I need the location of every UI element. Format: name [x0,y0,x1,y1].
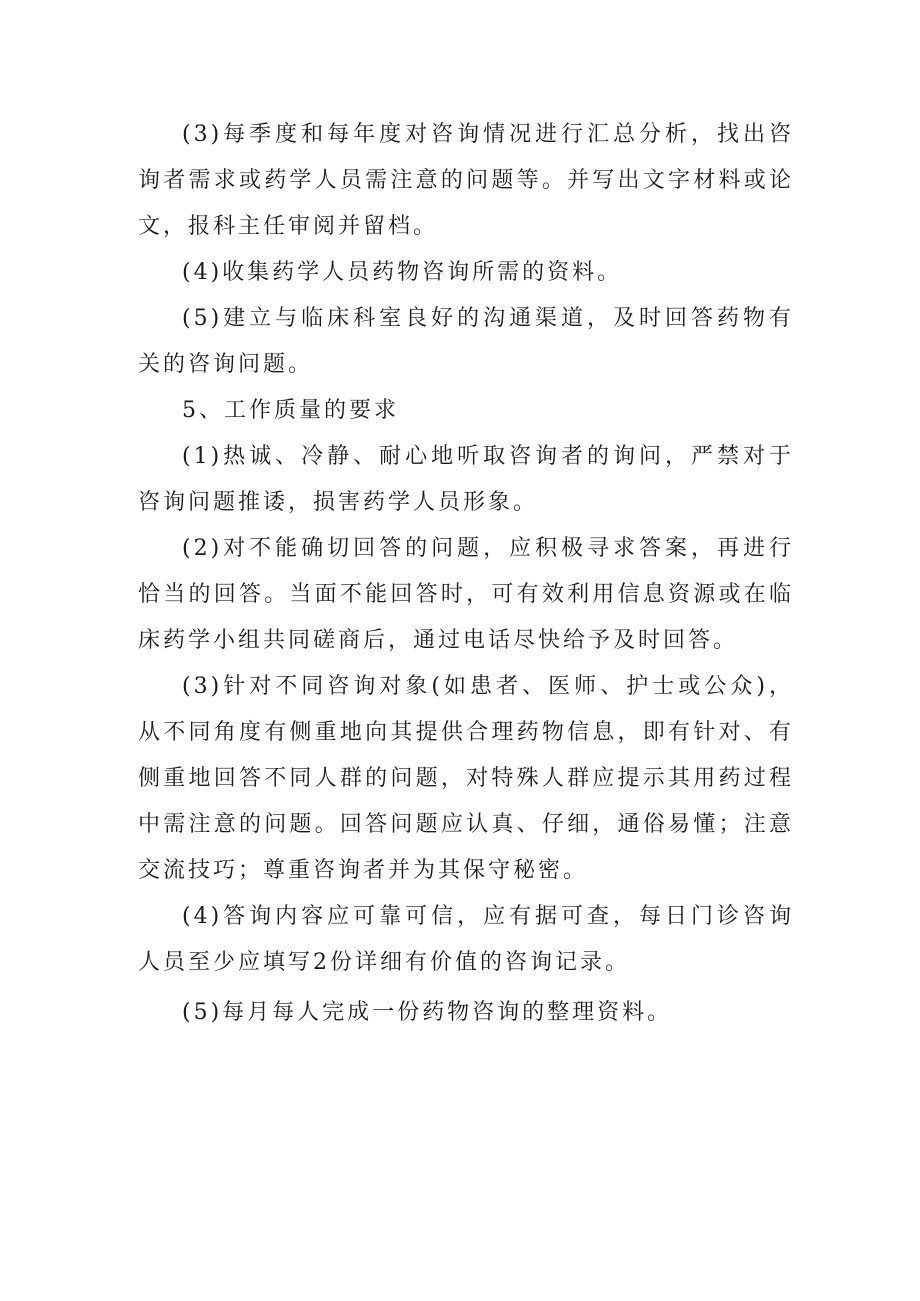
paragraph-communication-channel: (5)建立与临床科室良好的沟通渠道，及时回答药物有关的咨询问题。 [138,306,794,377]
paragraph-seek-answers: (2)对不能确切回答的问题，应积极寻求答案，再进行恰当的回答。当面不能回答时，可有效利用信息资源或在临床药学小组共同磋商后，通过电话尽快给予及时回答。 [138,536,794,653]
paragraph-reliable-content: (4)答询内容应可靠可信，应有据可查，每日门诊咨询人员至少应填写2份详细有价值的咨询记录。 [138,904,794,975]
paragraph-collect-materials: (4)收集药学人员药物咨询所需的资料。 [182,260,623,285]
document-body [138,112,794,1036]
paragraph-different-audiences: (3)针对不同咨询对象(如患者、医师、护士或公众)，从不同角度有侧重地向其提供合理药物信息，即有针对、有侧重地回答不同人群的问题，对特殊人群应提示其用药过程中需注意的问题。回答问题应认真、仔细，通俗易懂；注意交流技巧；尊重咨询者并为其保守秘密。 [138,674,794,883]
paragraph-monthly-materials: (5)每月每人完成一份药物咨询的整理资料。 [182,1000,673,1025]
paragraph-listen-patiently: (1)热诚、冷静、耐心地听取咨询者的询问，严禁对于咨询问题推诿，损害药学人员形象。 [138,444,794,515]
section-heading-quality-requirements: 5、工作质量的要求 [182,398,399,423]
paragraph-quarterly-analysis: (3)每季度和每年度对咨询情况进行汇总分析，找出咨询者需求或药学人员需注意的问题等。并写出文字材料或论文，报科主任审阅并留档。 [138,122,794,239]
